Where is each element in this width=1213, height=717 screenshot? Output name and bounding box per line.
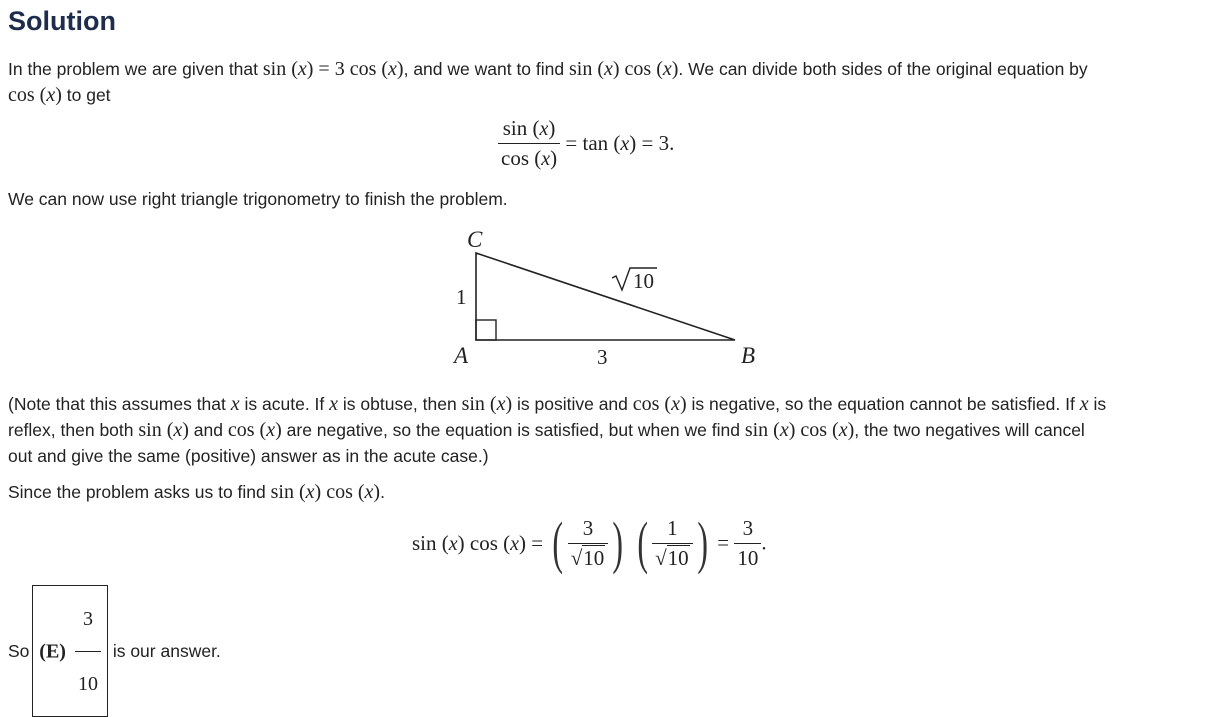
text-period: . bbox=[380, 482, 385, 502]
side-label-cb-value: 10 bbox=[633, 269, 654, 293]
note-line-3: out and give the same (positive) answer as in the acute case.) bbox=[8, 446, 489, 466]
note-text-1f: is bbox=[1088, 394, 1107, 414]
vertex-label-a: A bbox=[454, 343, 469, 368]
fraction-denominator: √10 bbox=[570, 545, 605, 570]
equals-sign: = bbox=[717, 530, 730, 555]
fraction-numerator: sin (x) bbox=[498, 116, 560, 144]
equation-rhs: = tan (x) = 3. bbox=[565, 131, 675, 155]
note-text-2a: reflex, then both bbox=[8, 420, 139, 440]
solution-heading: Solution bbox=[8, 6, 116, 36]
math-cos-x: cos (x) bbox=[632, 393, 687, 415]
fraction-denominator: cos (x) bbox=[501, 146, 558, 170]
text-want-find: , and we want to find bbox=[403, 59, 569, 79]
fraction-1-over-sqrt10 bbox=[652, 516, 693, 571]
right-angle-marker bbox=[476, 320, 496, 340]
note-text-1e: is negative, so the equation cannot be satisfied. If bbox=[686, 394, 1080, 414]
paren-close-1: ) bbox=[612, 510, 624, 575]
math-x: x bbox=[329, 393, 339, 415]
sqrt-radicand: 10 bbox=[667, 545, 689, 570]
math-target-expression: sin (x) cos (x) bbox=[568, 58, 679, 80]
note-line-1 bbox=[8, 391, 1106, 417]
note-text-2c: are negative, so the equation is satisfied, but when we find bbox=[281, 420, 745, 440]
fraction-numerator: 3 bbox=[568, 516, 609, 544]
math-cos-x: cos (x) bbox=[8, 84, 62, 106]
side-label-ca: 1 bbox=[456, 285, 467, 309]
math-cos-x: cos (x) bbox=[227, 419, 282, 441]
fraction-3-over-10 bbox=[734, 516, 761, 571]
triangle-shape bbox=[476, 253, 735, 340]
answer-fraction bbox=[75, 589, 101, 714]
math-given-equation: sin (x) = 3 cos (x) bbox=[262, 58, 404, 80]
note-text-2d: , the two negatives will cancel bbox=[854, 420, 1085, 440]
paren-close-2: ) bbox=[697, 510, 708, 575]
equation-product bbox=[412, 510, 767, 575]
text-given-intro: In the problem we are given that bbox=[8, 59, 263, 79]
fraction-denominator: 10 bbox=[737, 545, 759, 570]
right-triangle-diagram bbox=[440, 222, 780, 372]
paragraph-right-triangle: We can now use right triangle trigonometry to finish the problem. bbox=[8, 189, 508, 209]
fraction-numerator: 3 bbox=[734, 516, 761, 544]
note-text-1b: is acute. If bbox=[239, 394, 330, 414]
fraction-numerator: 3 bbox=[75, 589, 101, 652]
math-sin-x: sin (x) bbox=[138, 419, 189, 441]
paragraph-asks bbox=[8, 479, 385, 505]
math-sin-cos-x: sin (x) cos (x) bbox=[744, 419, 855, 441]
sqrt-radicand: 10 bbox=[583, 545, 605, 570]
equation-product-lhs: sin (x) cos (x) = bbox=[412, 530, 544, 555]
paren-open-2: ( bbox=[637, 510, 648, 575]
text-is-our-answer: is our answer. bbox=[112, 641, 221, 661]
note-text-1a: (Note that this assumes that bbox=[8, 394, 231, 414]
answer-box bbox=[32, 585, 108, 717]
fraction-denominator: √10 bbox=[655, 545, 689, 570]
note-text-2b: and bbox=[188, 420, 228, 440]
vertex-label-c: C bbox=[467, 227, 483, 252]
text-so: So bbox=[8, 641, 30, 661]
paragraph-given-line2 bbox=[8, 82, 111, 108]
paren-open-1: ( bbox=[552, 510, 564, 575]
note-text-1c: is obtuse, then bbox=[338, 394, 462, 414]
fraction-numerator: 1 bbox=[652, 516, 693, 544]
side-label-cb bbox=[612, 268, 657, 293]
paragraph-given bbox=[8, 56, 1088, 82]
fraction-3-over-sqrt10 bbox=[568, 516, 609, 571]
equation-period: . bbox=[761, 530, 767, 555]
fraction-sin-over-cos bbox=[498, 116, 560, 171]
text-asks-find: Since the problem asks us to find bbox=[8, 482, 271, 502]
vertex-label-b: B bbox=[741, 343, 756, 368]
math-x: x bbox=[1079, 393, 1089, 415]
text-to-get: to get bbox=[61, 85, 111, 105]
equation-tan-x bbox=[498, 116, 674, 171]
answer-choice: (E) bbox=[39, 640, 66, 663]
fraction-denominator: 10 bbox=[77, 673, 98, 695]
final-answer-line bbox=[8, 585, 221, 717]
note-line-2 bbox=[8, 417, 1085, 443]
text-divide-sides: . We can divide both sides of the original equation by bbox=[678, 59, 1088, 79]
math-sin-cos-x: sin (x) cos (x) bbox=[270, 481, 381, 503]
side-label-ab: 3 bbox=[597, 345, 608, 369]
math-x: x bbox=[230, 393, 240, 415]
math-sin-x: sin (x) bbox=[461, 393, 513, 415]
note-text-1d: is positive and bbox=[512, 394, 633, 414]
